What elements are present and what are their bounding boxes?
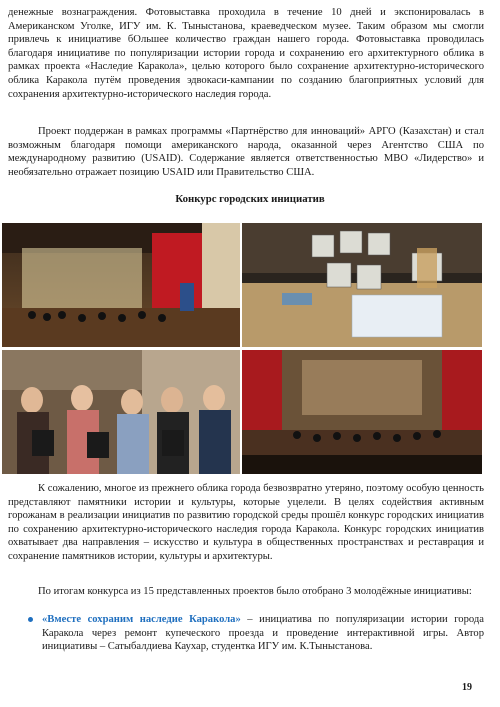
paragraph-photo-exhibition: денежные вознаграждения. Фотовыставка проходила в течение 10 дней и экспонировалась в Американском Уголке, ИГУ им. К. Тыныстанова, краеведческом музее. Таким образом мы смогли привлечь к инициативе бОльшее количество граждан нашего города. Фотовыставка проводилась благодаря инициативе по популяризации истории города и сохранению его архитектурного облика в рамках проекта «Наследие Каракола», целью которого было сохранение архитектурно-исторического облика Каракола путём проведения эдвокаси-кампании по созданию благоприятных условий для сохранения архитектурно-исторического наследия города. [8,7,484,100]
page-number: 19 [462,682,472,693]
bullet-icon [28,617,33,622]
photo-souvenir-table [242,223,482,347]
initiative-description: – инициатива по популяризации истории города Каракола через ремонт купеческого проезда и проведение интерактивной игры. Автор инициативы – Сатыбалдиева Каухар, студентка ИГУ им. К.Тыныстанова. [42,614,484,653]
photo-orchestra-stage [242,350,482,474]
list-item [8,613,484,654]
paragraph-competition-results: По итогам конкурса из 15 представленных проектов было отобрано 3 молодёжные инициативы: [38,586,472,597]
initiative-title: «Вместе сохраним наследие Каракола» [42,614,241,625]
photo-prize-winners [2,350,240,474]
paragraph-competition-intro: К сожалению, многое из прежнего облика города безвозвратно утеряно, поэтому особую ценность представляют памятники истории и культуры, которые уцелели. В целях содействия активным горожанам в реализации инициатив по развитию городской среды прошёл конкурс городских инициатив по сохранению архитектурно-исторического наследия города Каракола. Конкурс городских инициатив охватывает два направления – искусство и культура в общественных пространствах и реставрация и сохранение памятников истории, культуры и архитектуры. [8,483,484,562]
section-heading: Конкурс городских инициатив [175,193,325,205]
initiatives-list [8,613,484,654]
photo-concert-hall [2,223,240,347]
paragraph-project-support: Проект поддержан в рамках программы «Партнёрство для инноваций» АРГО (Казахстан) и стал возможным благодаря помощи американского народа, оказанной через Агентство США по международному развитию (USAID). Содержание является ответственностью МВО «Лидерство» и необязательно отражает позицию USAID или Правительство США. [8,126,484,178]
